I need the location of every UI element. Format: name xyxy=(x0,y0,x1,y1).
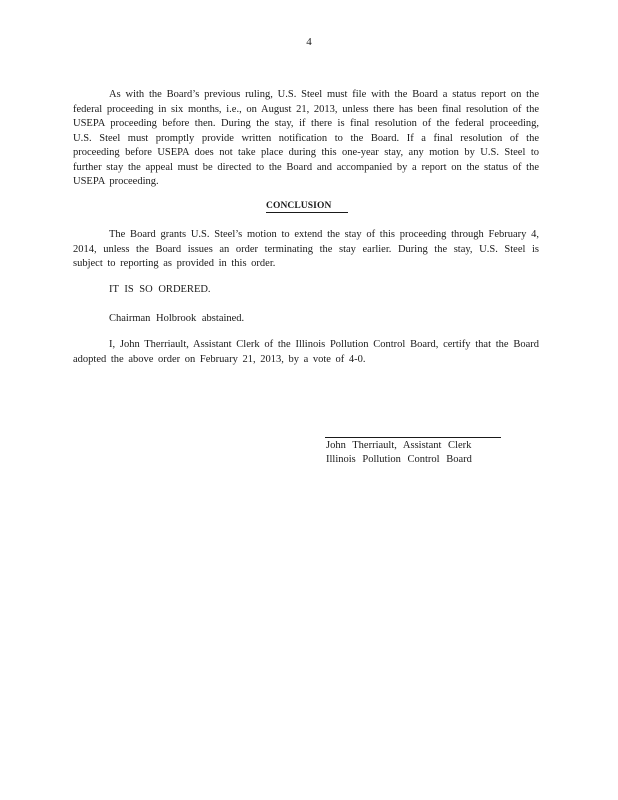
signature-name-title: John Therriault, Assistant Clerk xyxy=(326,440,472,451)
signature-organization: Illinois Pollution Control Board xyxy=(326,454,472,465)
status-report-paragraph: As with the Board’s previous ruling, U.S. Steel must file with the Board a status report on the federal proceeding in six months, i.e., on August 21, 2013, unless there has been final resolution of the USEPA proceeding before then. During the stay, if there is final resolution of the federal proceeding, U.S. Steel must promptly provide written notification to the Board. If a final resolution of the proceeding before USEPA does not take place during this one-year stay, any motion by U.S. Steel to further stay the appeal must be directed to the Board and accompanied by a report on the status of the USEPA proceeding. xyxy=(73,89,539,187)
conclusion-paragraph: The Board grants U.S. Steel’s motion to extend the stay of this proceeding through February 4, 2014, unless the Board issues an order terminating the stay earlier. During the stay, U.S. Steel is subject to reporting as provided in this order. xyxy=(73,229,539,269)
abstention-line: Chairman Holbrook abstained. xyxy=(109,313,245,324)
certification-paragraph: I, John Therriault, Assistant Clerk of the Illinois Pollution Control Board, certify that the Board adopted the above order on February 21, 2013, by a vote of 4-0. xyxy=(73,339,539,365)
signature-line xyxy=(325,437,501,438)
conclusion-heading: CONCLUSION xyxy=(266,200,348,213)
page-number: 4 xyxy=(306,36,312,48)
so-ordered-line: IT IS SO ORDERED. xyxy=(109,284,211,295)
